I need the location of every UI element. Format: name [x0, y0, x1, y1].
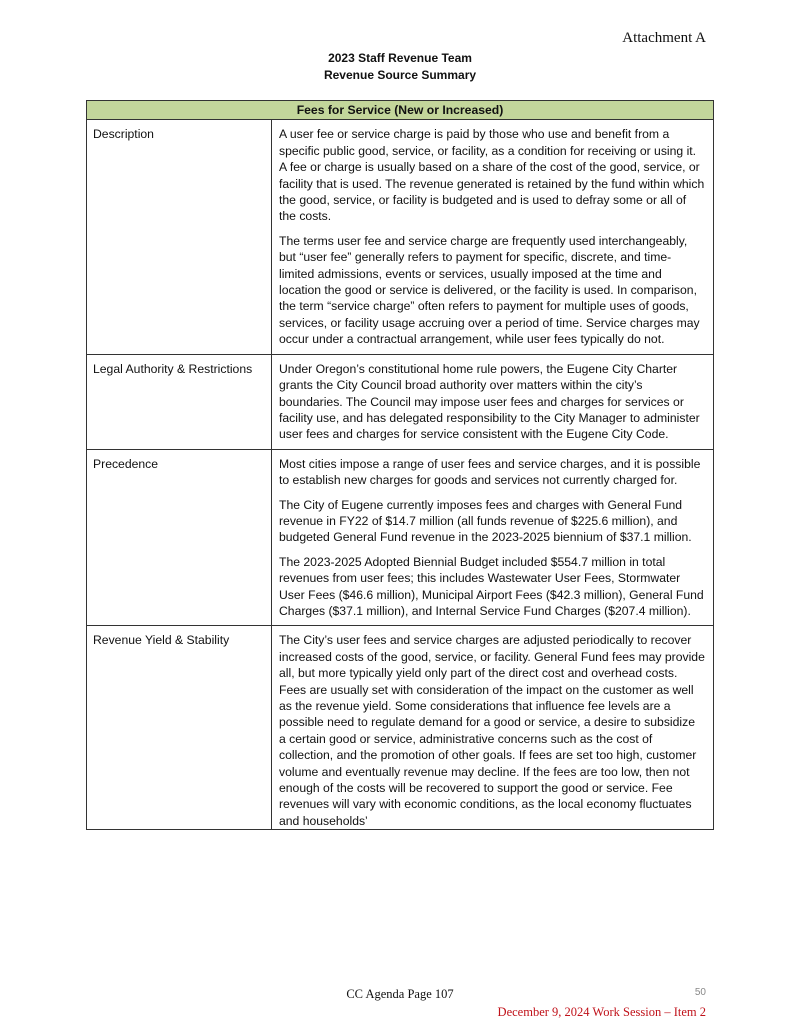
row-label: Revenue Yield & Stability [87, 626, 272, 830]
row-label: Precedence [87, 449, 272, 626]
table-row-precedence [87, 449, 714, 626]
title-line-2: Revenue Source Summary [323, 68, 477, 82]
table-row-revenue-yield [87, 626, 714, 830]
row-label: Description [87, 120, 272, 354]
title-line-1: 2023 Staff Revenue Team [328, 51, 472, 65]
paragraph: A user fee or service charge is paid by those who use and benefit from a specific public good, service, or facility, as a condition for receiving or using it. A fee or charge is usually based on a share of the cost of the good, service, or facility that is used. The revenue generated is retained by the fund within which the good, service, or facility is budgeted and is used to defray some or all of the costs. [279, 127, 705, 224]
table-row-legal-authority [87, 354, 714, 449]
document-title [0, 50, 800, 84]
attachment-label: Attachment A [622, 30, 706, 46]
row-content [272, 354, 714, 449]
agenda-page-footer: CC Agenda Page 107 [346, 987, 454, 1001]
table-heading: Fees for Service (New or Increased) [87, 101, 714, 120]
paragraph: The City of Eugene currently imposes fees and charges with General Fund revenue in FY22 of $14.7 million (all funds revenue of $225.6 million), and budgeted General Fund revenue in the 2023-2025 biennium of $37.1 million. [279, 497, 692, 545]
work-session-label: December 9, 2024 Work Session – Item 2 [497, 1005, 706, 1019]
row-content [272, 120, 714, 354]
paragraph: The City’s user fees and service charges are adjusted periodically to recover increased costs of the good, service, or facility. General Fund fees may provide all, but more typically yield only part of the direct cost and overhead costs. Fees are usually set with consideration of the impact on the customer as well as the revenue yield. Some considerations that influence fee levels are a possible need to regulate demand for a good or service, a desire to subsidize a certain good or service, administrative concerns such as the cost of collection, and the promotion of other goals. If fees are set too high, customer volume and eventually revenue may decline. If the fees are too low, then not enough of the costs will be recovered to support the good or service. Fee revenues will vary with economic conditions, as the local economy fluctuates and households’ [279, 633, 705, 828]
paragraph: The 2023-2025 Adopted Biennial Budget included $554.7 million in total revenues from user fees; this includes Wastewater User Fees, Stormwater User Fees ($46.6 million), Municipal Airport Fees ($42.3 million), General Fund Charges ($37.1 million), and Internal Service Fund Charges ($207.4 million). [279, 554, 704, 618]
table-row-description [87, 120, 714, 354]
paragraph: Most cities impose a range of user fees and service charges, and it is possible to establish new charges for goods and services not currently charged for. [279, 456, 701, 488]
page-number: 50 [694, 987, 706, 998]
row-label: Legal Authority & Restrictions [87, 354, 272, 449]
row-content [272, 449, 714, 626]
revenue-summary-table [86, 100, 714, 830]
table-header-row [87, 101, 714, 120]
row-content [272, 626, 714, 830]
paragraph: Under Oregon’s constitutional home rule powers, the Eugene City Charter grants the City Council broad authority over matters within the city’s boundaries. The Council may impose user fees and charges for services or facility use, and has delegated responsibility to the City Manager to administer user fees and charges for service consistent with the Eugene City Code. [279, 361, 700, 442]
paragraph: The terms user fee and service charge are frequently used interchangeably, but “user fee” generally refers to payment for specific, discrete, and time-limited admissions, events or services, usually imposed at the time and location the good or service is delivered, or the facility is used. In comparison, the term “service charge” often refers to payment for multiple uses of goods, services, or facility usage accruing over a period of time. Service charges may occur under a contractual arrangement, while user fees typically do not. [279, 233, 700, 347]
